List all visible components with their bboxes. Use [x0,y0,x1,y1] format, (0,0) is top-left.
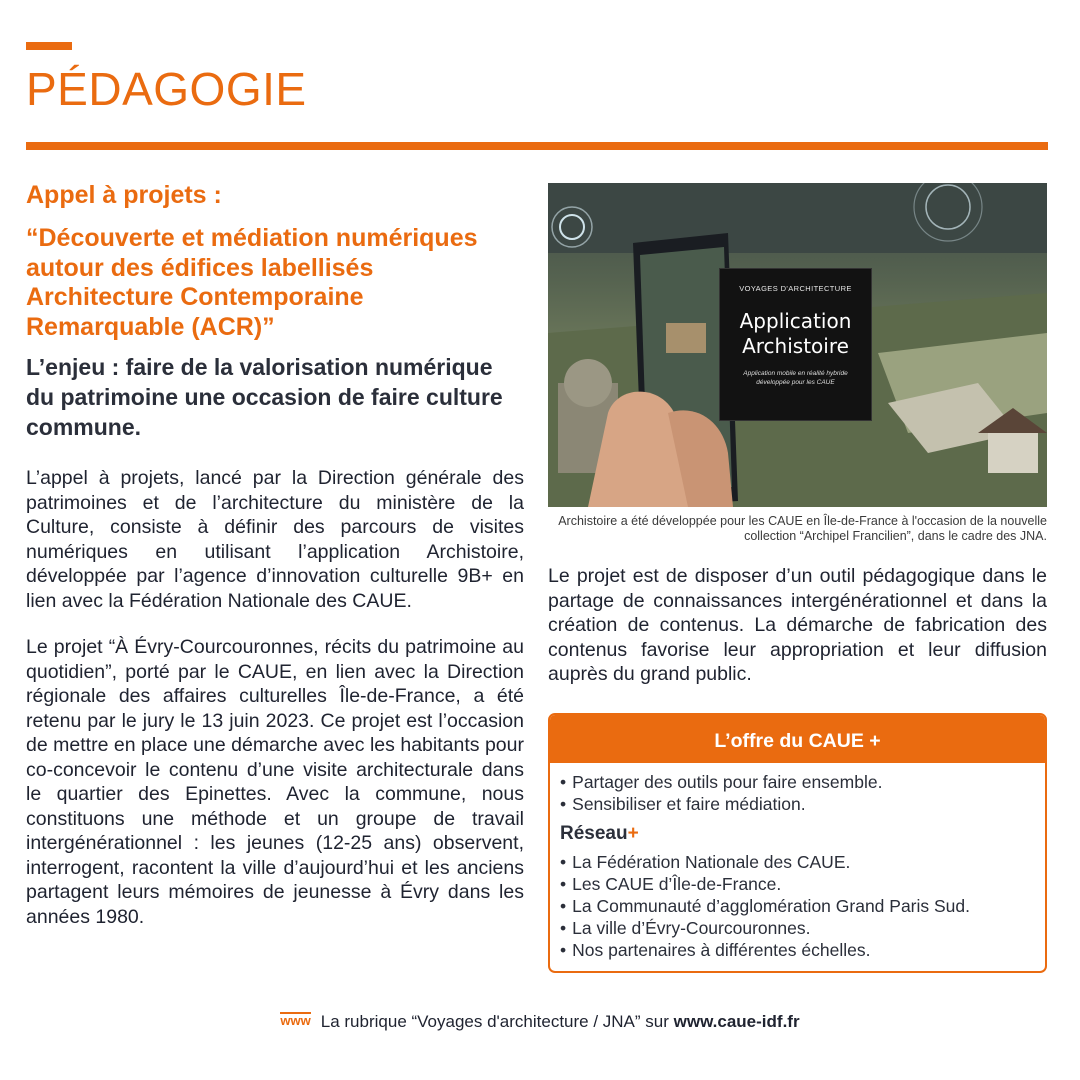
app-card-brand: VOYAGES D'ARCHITECTURE [739,284,852,293]
footer [0,1012,1080,1032]
app-card-title-line-1: Application [739,309,852,333]
offer-box [548,713,1047,973]
project-paragraph: Le projet est de disposer d’un outil pédagogique dans le partage de connaissances intergénérationnel et dans la création de contenus. La démarche de fabrication des contenus favorise leur appropriation et leur diffusion auprès du grand public. [548,565,1047,685]
article-headline: “Découverte et médiation numériques autour des édifices labellisés Architecture Contemporaine Remarquable (ACR)” [26,224,478,341]
app-promo-card [719,268,872,421]
list-item: • Sensibiliser et faire médiation. [560,793,1035,815]
www-icon: www [280,1013,311,1028]
list-item: • La ville d’Évry-Courcouronnes. [560,917,1035,939]
offer-list [560,771,1035,815]
article-paragraph-1: L’appel à projets, lancé par la Direction générale des patrimoines et de l’architecture du ministère de la Culture, consiste à définir des parcours de visites numériques en utilisant l’application Archistoire, développée par l’agence d’innovation culturelle 9B+ en lien avec la Fédération Nationale des CAUE. [26,467,524,612]
list-item: • La Fédération Nationale des CAUE. [560,851,1035,873]
right-column [548,183,1047,687]
title-accent-dash [26,42,72,50]
offer-body [550,763,1045,961]
article-lead: L’enjeu : faire de la valorisation numérique du patrimoine une occasion de faire culture commune. [26,354,503,440]
reseau-list [560,851,1035,961]
app-card-title-line-2: Archistoire [742,334,849,358]
app-card-subtitle: Application mobile en réalité hybride développée pour les CAUE [743,370,848,386]
reseau-label: Réseau [560,823,628,844]
reseau-heading [560,823,1035,845]
list-item: • La Communauté d’agglomération Grand Paris Sud. [560,895,1035,917]
title-rule [26,142,1048,150]
list-item: • Nos partenaires à différentes échelles. [560,939,1035,961]
photo-caption: Archistoire a été développée pour les CAUE en Île-de-France à l'occasion de la nouvelle collection “Archipel Francilien”, dans le cadre des JNA. [558,514,1047,543]
list-item: • Partager des outils pour faire ensemble. [560,771,1035,793]
archistoire-photo [548,183,1047,507]
reseau-plus: + [627,823,639,844]
offer-title: L’offre du CAUE + [550,715,1045,763]
left-column [26,180,524,929]
list-item: • Les CAUE d’Île-de-France. [560,873,1035,895]
footer-text: La rubrique “Voyages d'architecture / JNA” sur [320,1012,674,1031]
footer-link[interactable]: www.caue-idf.fr [673,1012,800,1031]
article-kicker: Appel à projets : [26,181,222,209]
page-title: PÉDAGOGIE [26,63,307,115]
article-paragraph-2: Le projet “À Évry-Courcouronnes, récits du patrimoine au quotidien”, porté par le CAUE, en lien avec la Direction régionale des affaires culturelles Île-de-France, a été retenu par le jury le 13 juin 2023. Ce projet est l’occasion de mettre en place une démarche avec les habitants pour co-concevoir le contenu d’une visite architecturale dans le quartier des Epinettes. Avec la commune, nous constituons une méthode et un groupe de travail intergénérationnel : les jeunes (12-25 ans) observent, interrogent, racontent la ville d’aujourd’hui et les anciens partagent leurs mémoires de jeunesse à Évry dans les années 1980. [26,636,524,928]
